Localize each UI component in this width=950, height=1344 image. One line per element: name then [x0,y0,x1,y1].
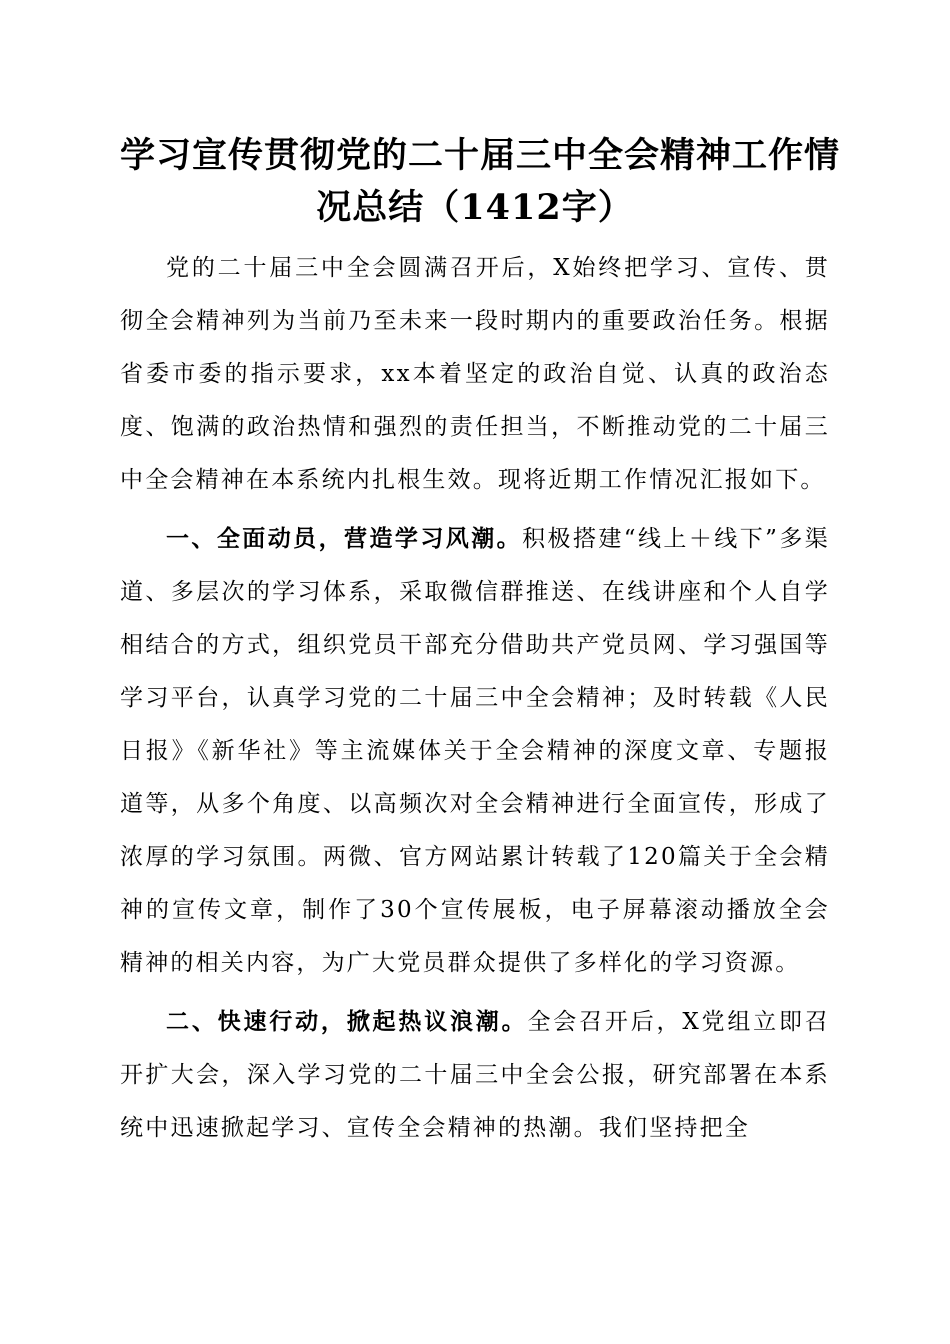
section-heading: 一、全面动员，营造学习风潮。 [166,526,523,552]
paragraph-intro [120,242,830,507]
document-body [120,242,830,1155]
title-line-1: 学习宣传贯彻党的二十届三中全会精神工作情 [120,135,841,176]
document-title [120,130,841,234]
section-heading: 二、快速行动，掀起热议浪潮。 [166,1009,528,1035]
paragraph-text: 积极搭建“线上＋线下”多渠道、多层次的学习体系，采取微信群推送、在线讲座和个人自学相结合的方式，组织党员干部充分借助共产党员网、学习强国等学习平台，认真学习党的二十届三中全会精神；及时转载《人民日报》《新华社》等主流媒体关于全会精神的深度文章、专题报道等，从多个角度、以高频次对全会精神进行全面宣传，形成了浓厚的学习氛围。两微、官方网站累计转载了120篇关于全会精神的宣传文章，制作了30个宣传展板，电子屏幕滚动播放全会精神的相关内容，为广大党员群众提供了多样化的学习资源。 [120,526,830,976]
title-line-2: 况总结（1412字） [316,187,634,228]
paragraph-text: 党的二十届三中全会圆满召开后，X始终把学习、宣传、贯彻全会精神列为当前乃至未来一段时期内的重要政治任务。根据省委市委的指示要求，xx本着坚定的政治自觉、认真的政治态度、饱满的政治热情和强烈的责任担当，不断推动党的二十届三中全会精神在本系统内扎根生效。现将近期工作情况汇报如下。 [120,255,830,493]
paragraph-section-1 [120,513,830,990]
paragraph-section-2 [120,996,830,1155]
document-page [120,130,841,1161]
paragraph-text: 全会召开后，X党组立即召开扩大会，深入学习党的二十届三中全会公报，研究部署在本系统中迅速掀起学习、宣传全会精神的热潮。我们坚持把全 [120,1009,830,1141]
